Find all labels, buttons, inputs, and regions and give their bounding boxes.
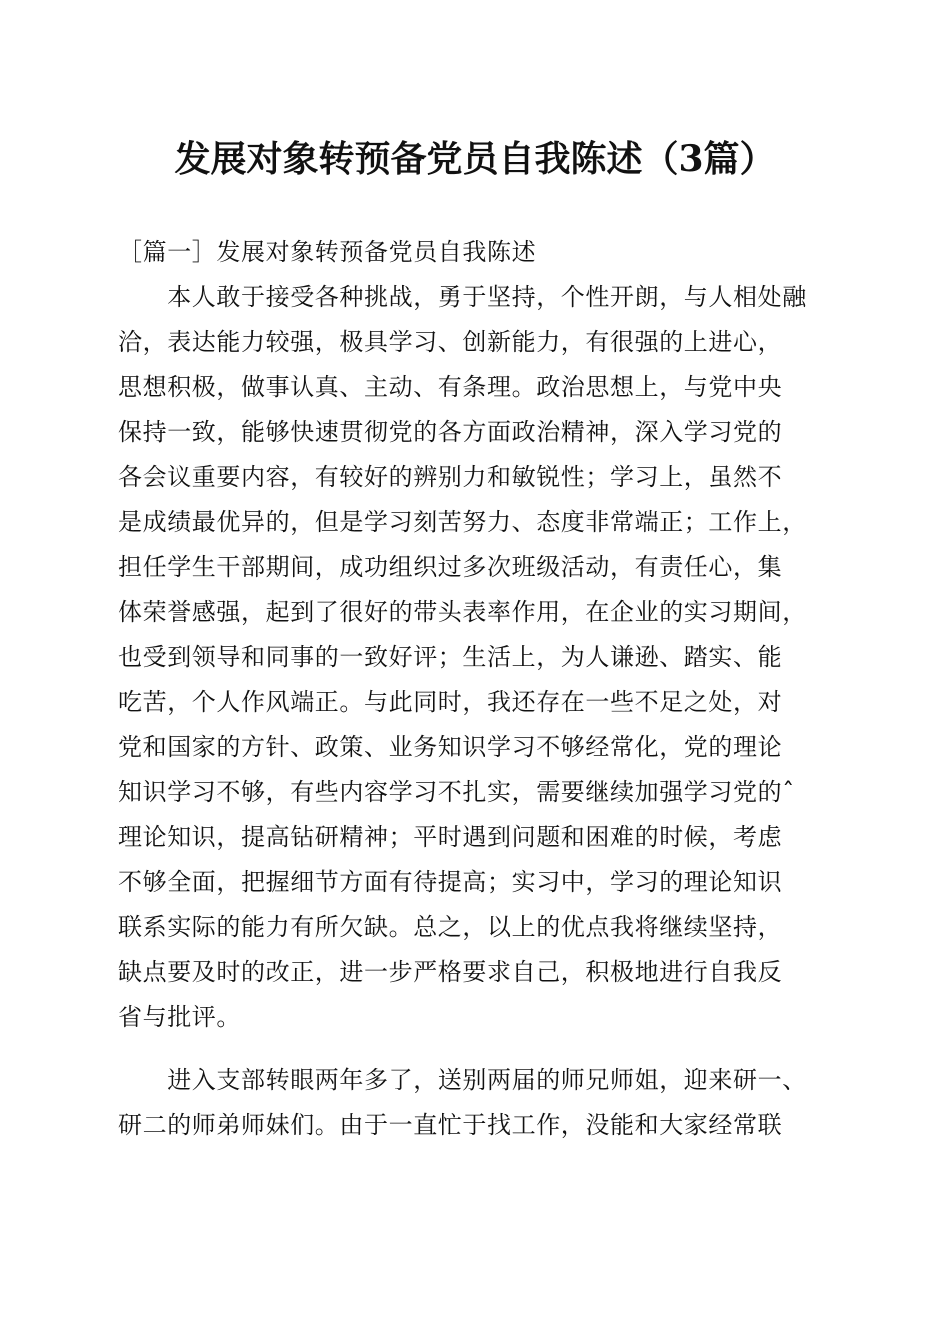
paragraph-line: 吃苦，个人作风端正。与此同时，我还存在一些不足之处，对 bbox=[118, 688, 783, 716]
paragraph-line: 缺点要及时的改正，进一步严格要求自己，积极地进行自我反 bbox=[118, 958, 783, 986]
paragraph-line: 洽，表达能力较强，极具学习、创新能力，有很强的上进心， bbox=[118, 328, 783, 356]
paragraph-2 bbox=[118, 1058, 836, 1148]
paragraph-line: 是成绩最优异的，但是学习刻苦努力、态度非常端正；工作上， bbox=[118, 508, 807, 536]
paragraph-line: 思想积极，做事认真、主动、有条理。政治思想上，与党中央 bbox=[118, 373, 783, 401]
paragraph-spacer bbox=[118, 1040, 836, 1058]
paragraph-line: 研二的师弟师妹们。由于一直忙于找工作，没能和大家经常联 bbox=[118, 1111, 783, 1139]
paragraph-line: 进入支部转眼两年多了，送别两届的师兄师姐，迎来研一、 bbox=[118, 1066, 807, 1094]
paragraph-line: 各会议重要内容，有较好的辨别力和敏锐性；学习上，虽然不 bbox=[118, 463, 783, 491]
paragraph-line: 不够全面，把握细节方面有待提高；实习中，学习的理论知识 bbox=[118, 868, 783, 896]
paragraph-line: 保持一致，能够快速贯彻党的各方面政治精神，深入学习党的 bbox=[118, 418, 783, 446]
paragraph-line: 理论知识，提高钻研精神；平时遇到问题和困难的时候，考虑 bbox=[118, 823, 783, 851]
paragraph-line: 知识学习不够，有些内容学习不扎实，需要继续加强学习党的ˆ bbox=[118, 778, 795, 806]
paragraph-line: 联系实际的能力有所欠缺。总之，以上的优点我将继续坚持， bbox=[118, 913, 783, 941]
paragraph-line: 担任学生干部期间，成功组织过多次班级活动，有责任心，集 bbox=[118, 553, 783, 581]
paragraph-1 bbox=[118, 275, 836, 1040]
paragraph-line: 本人敢于接受各种挑战，勇于坚持，个性开朗，与人相处融 bbox=[118, 283, 807, 311]
paragraph-line: 省与批评。 bbox=[118, 1003, 241, 1031]
paragraph-line: 体荣誉感强，起到了很好的带头表率作用，在企业的实习期间， bbox=[118, 598, 807, 626]
document-title: 发展对象转预备党员自我陈述（3篇） bbox=[174, 138, 776, 180]
document-body bbox=[118, 230, 836, 1148]
section-heading: ［篇一］发展对象转预备党员自我陈述 bbox=[118, 238, 537, 266]
paragraph-line: 党和国家的方针、政策、业务知识学习不够经常化，党的理论 bbox=[118, 733, 783, 761]
paragraph-line: 也受到领导和同事的一致好评；生活上，为人谦逊、踏实、能 bbox=[118, 643, 783, 671]
